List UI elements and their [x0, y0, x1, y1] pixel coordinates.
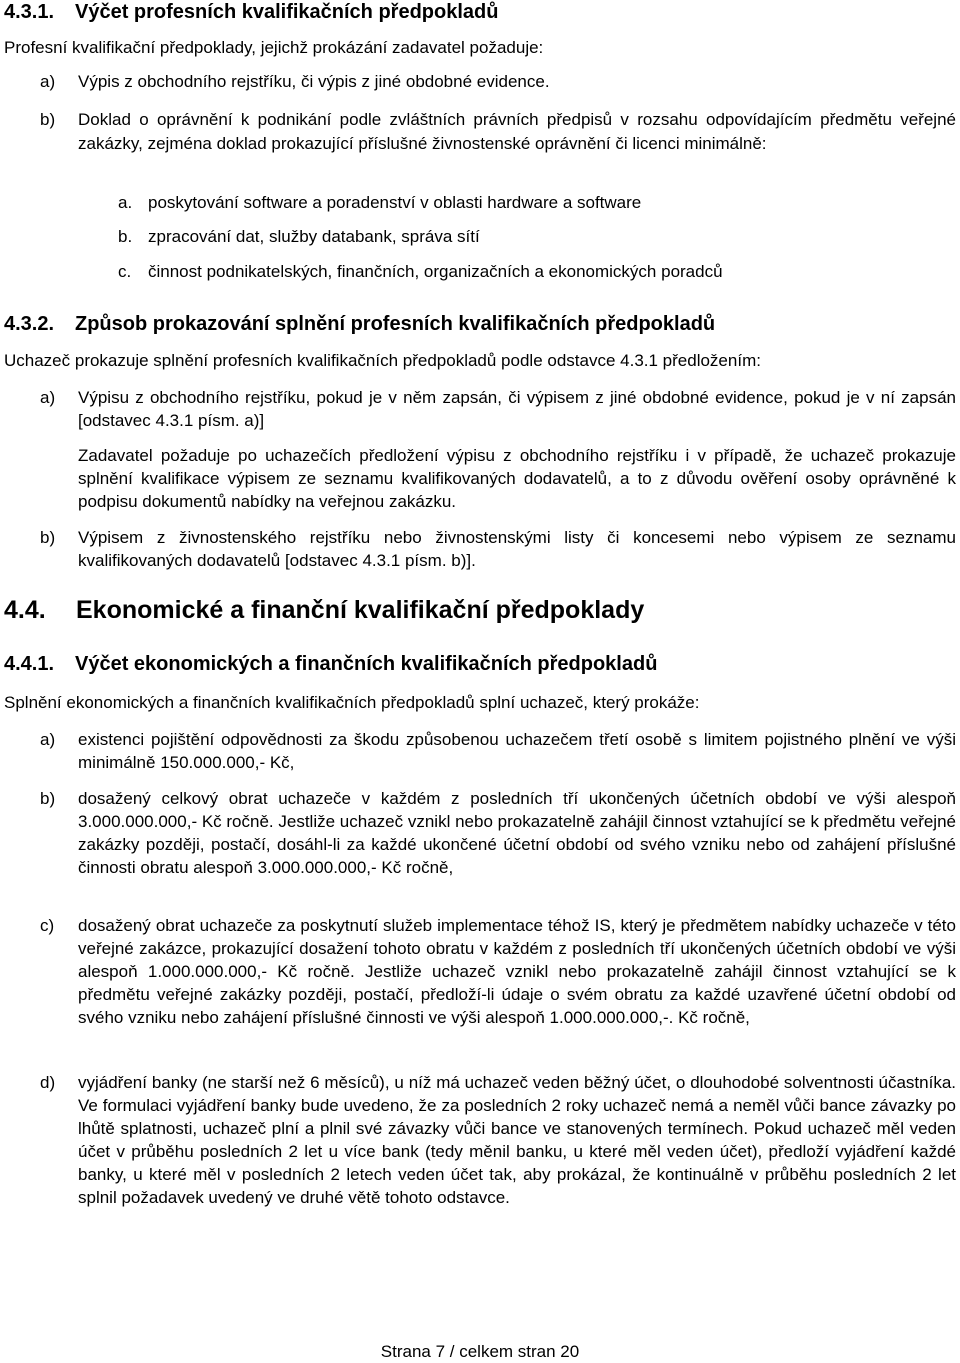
- section-title: Způsob prokazování splnění profesních kvalifikačních předpokladů: [75, 313, 716, 335]
- section-heading-4-3-1: [4, 0, 498, 24]
- list-label: a): [40, 730, 56, 749]
- sub-item-b: [118, 226, 480, 248]
- section-title: Výčet profesních kvalifikačních předpokladů: [75, 1, 499, 23]
- list-label: b): [40, 110, 56, 129]
- sub-item-label: c.: [118, 262, 132, 281]
- note-text: Zadavatel požaduje po uchazečích předložení výpisu z obchodního rejstříku i v případě, že uchazeč prokazuje splnění kvalifikace výpisem ze seznamu kvalifikovaných dodavatelů, a to z důvodu ověření osoby oprávněné k podpisu dokumentů nabídky na veřejnou zakázku.: [78, 446, 956, 511]
- section-title: Ekonomické a finanční kvalifikační předpoklady: [76, 596, 645, 624]
- list-item-c: [4, 914, 956, 1029]
- sub-item-text: činnost podnikatelských, finančních, organizačních a ekonomických poradců: [148, 262, 723, 281]
- list-item-a-note: [4, 444, 956, 513]
- section-heading-4-4: [4, 595, 644, 625]
- list-item-b: [4, 108, 956, 156]
- list-text: vyjádření banky (ne starší než 6 měsíců), u níž má uchazeč veden běžný účet, o dlouhodobé solventnosti účastníka. Ve formulaci vyjádření banky bude uvedeno, že za posledních 2 roky uchazeč nemá a neměl vůči bance závazky po lhůtě splatnosti, uchazeč plní a plnil své závazky vůči bance ve stanovených termínech. Pokud uchazeč měl veden účet v průběhu posledních 2 let u více bank (tedy měnil banku, u které měl veden účet), předloží vyjádření každé banky, u které měl v posledních 2 letech veden účet tak, aby prokázal, že kontinuálně v průběhu posledních 2 let splnil požadavek uvedený ve druhé větě tohoto odstavce.: [78, 1073, 956, 1207]
- list-label: c): [40, 916, 55, 935]
- paragraph-intro-4-3-2: Uchazeč prokazuje splnění profesních kvalifikačních předpokladů podle odstavce 4.3.1 předložením:: [4, 351, 761, 370]
- list-text: Výpis z obchodního rejstříku, či výpis z jiné obdobné evidence.: [78, 72, 550, 91]
- list-item-d: [4, 1071, 956, 1209]
- paragraph-intro-4-3-1: Profesní kvalifikační předpoklady, jejichž prokázání zadavatel požaduje:: [4, 38, 544, 57]
- sub-item-text: poskytování software a poradenství v oblasti hardware a software: [148, 193, 642, 212]
- section-title: Výčet ekonomických a finančních kvalifikačních předpokladů: [75, 653, 658, 675]
- list-text: dosažený celkový obrat uchazeče v každém z posledních tří ukončených účetních období ve výši alespoň 3.000.000.000,- Kč ročně. Jestliže uchazeč vznikl nebo prokazatelně zahájil činnost vztahující se k předmětu veřejné zakázky později, postačí, dosáhl-li za každé ukončené účetní období od svého vzniku nebo od zahájení příslušné činnosti obratu alespoň 3.000.000.000,- Kč ročně,: [78, 789, 956, 877]
- sub-item-text: zpracování dat, služby databank, správa sítí: [148, 227, 480, 246]
- section-number: 4.4.: [4, 596, 46, 624]
- list-text: dosažený obrat uchazeče za poskytnutí služeb implementace téhož IS, který je předmětem nabídky uchazeče v této veřejné zakázce, prokazující dosažení tohoto obratu v každém z posledních tří ukončených účetních období ve výši alespoň 1.000.000.000,- Kč ročně. Jestliže uchazeč vznikl nebo prokazatelně zahájil činnost vztahující se k předmětu veřejné zakázky později, postačí, předloží-li údaje o svém obratu za každé uzavřené účetní období od svého vzniku nebo zahájení příslušné činnosti ve výši alespoň 1.000.000.000,-. Kč ročně,: [78, 916, 956, 1027]
- list-item-a: [4, 70, 956, 93]
- paragraph-intro-4-4-1: Splnění ekonomických a finančních kvalifikačních předpokladů splní uchazeč, který prokáže:: [4, 693, 700, 712]
- list-label: b): [40, 789, 56, 808]
- list-text: Doklad o oprávnění k podnikání podle zvláštních právních předpisů v rozsahu odpovídajícím předmětu veřejné zakázky, zejména doklad prokazující příslušné živnostenské oprávnění či licenci minimálně:: [78, 110, 956, 153]
- page-footer: Strana 7 / celkem stran 20: [380, 1342, 580, 1361]
- sub-item-a: [118, 192, 641, 214]
- list-label: a): [40, 388, 56, 407]
- section-number: 4.4.1.: [4, 653, 55, 675]
- list-item-b: [4, 526, 956, 572]
- sub-item-c: [118, 261, 723, 283]
- list-item-b: [4, 787, 956, 879]
- list-item-a: [4, 386, 956, 432]
- section-heading-4-3-2: [4, 312, 715, 336]
- section-heading-4-4-1: [4, 652, 657, 676]
- list-item-a: [4, 728, 956, 774]
- list-label: b): [40, 528, 56, 547]
- sub-item-label: a.: [118, 193, 133, 212]
- list-text: existenci pojištění odpovědnosti za škodu způsobenou uchazečem třetí osobě s limitem pojistného plnění ve výši minimálně 150.000.000,- Kč,: [78, 730, 956, 772]
- sub-item-label: b.: [118, 227, 133, 246]
- section-number: 4.3.2.: [4, 313, 55, 335]
- list-text: Výpisu z obchodního rejstříku, pokud je v něm zapsán, či výpisem z jiné obdobné evidence, pokud je v ní zapsán [odstavec 4.3.1 písm. a)]: [78, 388, 956, 430]
- section-number: 4.3.1.: [4, 1, 55, 23]
- list-label: a): [40, 72, 56, 91]
- list-text: Výpisem z živnostenského rejstříku nebo živnostenskými listy či koncesemi nebo výpisem ze seznamu kvalifikovaných dodavatelů [odstavec 4.3.1 písm. b)].: [78, 528, 956, 570]
- list-label: d): [40, 1073, 56, 1092]
